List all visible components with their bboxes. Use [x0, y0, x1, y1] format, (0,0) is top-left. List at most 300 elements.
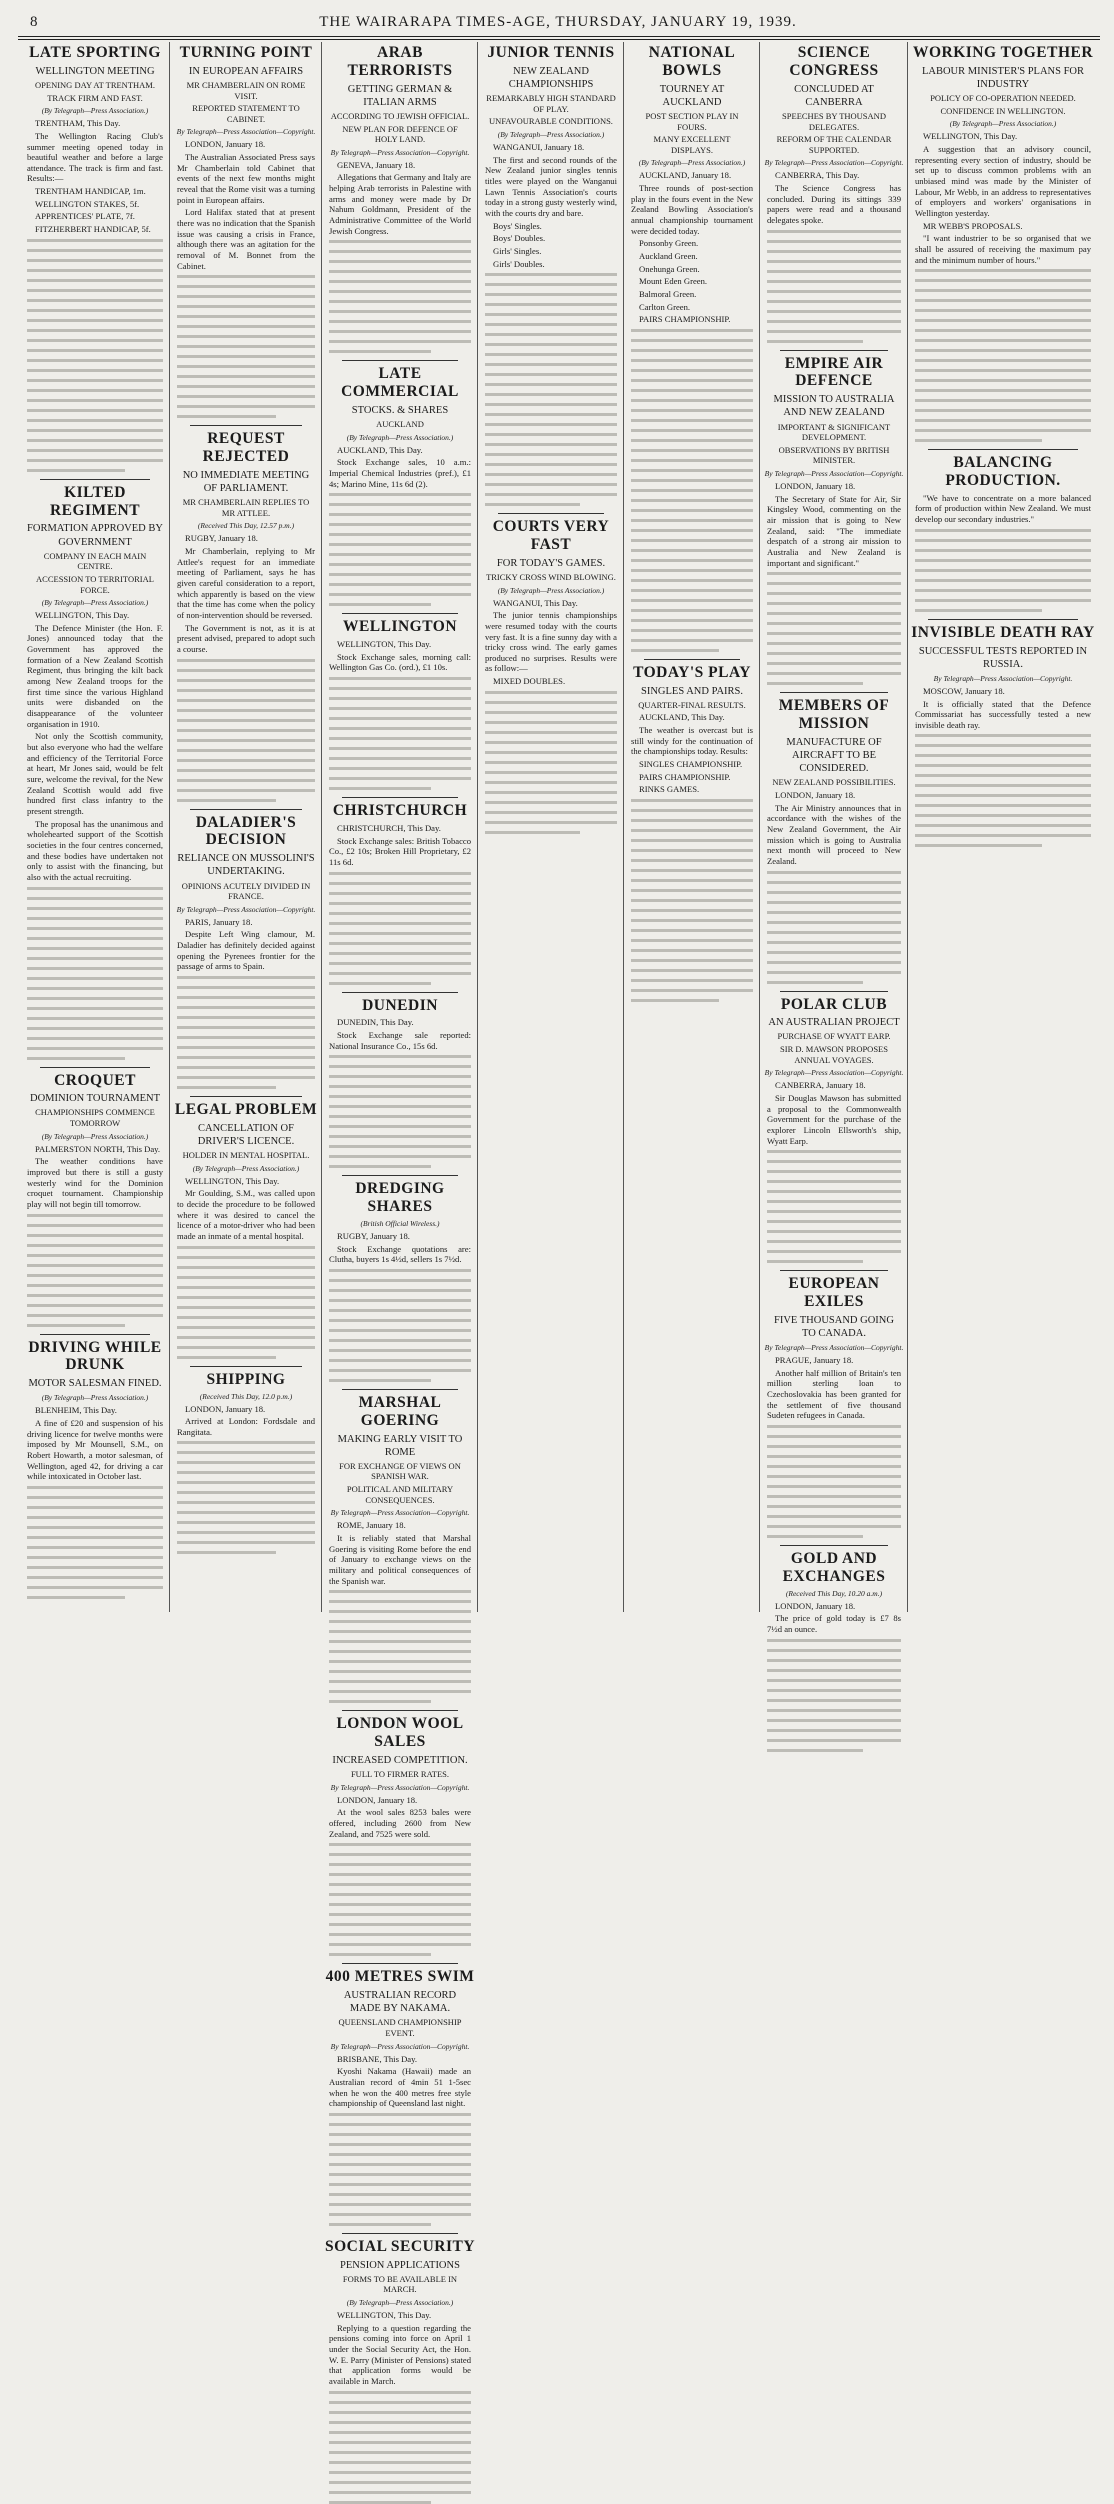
subheadline: PURCHASE OF WYATT EARP.: [777, 1031, 891, 1042]
body-text: CHRISTCHURCH, This Day.: [337, 822, 441, 833]
body-text: TRENTHAM HANDICAP, 1m.: [35, 186, 146, 197]
article-divider: [342, 1389, 458, 1390]
body-text: Balmoral Green.: [639, 288, 697, 299]
headline: TURNING POINT: [179, 44, 313, 61]
headline: GOLD AND EXCHANGES: [782, 1550, 886, 1585]
article-divider: [498, 513, 604, 514]
headline: DREDGING SHARES: [355, 1180, 445, 1216]
body-text: Carlton Green.: [639, 301, 691, 312]
subheadline: MR CHAMBERLAIN ON ROME VISIT.: [186, 79, 306, 101]
column: [22, 42, 168, 1612]
article: [324, 1389, 476, 1703]
column-rule: [477, 42, 478, 1612]
article-divider: [40, 1334, 150, 1335]
body-text: A suggestion that an advisory council, representing every section of industry, should be set up to discuss common problems with an unbiased mind was made by the Minister of Labour, Mr Webb, in an address to representatives of employers and workers' organisations in Wellington yesterday.: [915, 143, 1091, 218]
column-rule: [169, 42, 170, 1612]
body-text: The Science Congress has concluded. During its sittings 339 papers were read and a thousand delegates spoke.: [767, 183, 901, 225]
subheadline: WELLINGTON MEETING: [35, 65, 155, 77]
article-divider: [928, 619, 1078, 620]
article-divider: [780, 350, 888, 351]
body-text: SINGLES CHAMPIONSHIP.: [639, 759, 743, 770]
column: [626, 42, 758, 1612]
body-text: WELLINGTON, This Day.: [337, 2310, 432, 2321]
subheadline: REPORTED STATEMENT TO CABINET.: [192, 103, 300, 124]
wire-credit: (By Telegraph—Press Association.): [192, 1163, 300, 1173]
body-text: The price of gold today is £7 8s 7½d an ounce.: [767, 1613, 901, 1634]
body-text: GENEVA, January 18.: [337, 159, 416, 170]
wire-credit: By Telegraph—Press Association—Copyright.: [176, 127, 316, 137]
article: [910, 449, 1096, 612]
body-text: The Secretary of State for Air, Sir Kingsley Wood, commenting on the air mission that is going to New Zealand, said: "The immediate despatch of a strong air mission to Australia and New Zealand is important and significant.": [767, 493, 901, 568]
body-text: Ponsonby Green.: [639, 238, 699, 249]
body-text: LONDON, January 18.: [337, 1794, 418, 1805]
wire-credit: (By Telegraph—Press Association.): [497, 129, 605, 139]
subheadline: FULL TO FIRMER RATES.: [350, 1769, 450, 1779]
article-divider: [342, 1710, 458, 1711]
article-divider: [190, 809, 302, 810]
body-text: Allegations that Germany and Italy are helping Arab terrorists in Palestine with arms and money were made by Dr Nahum Goldmann, President of the Administrative Committee of the World Jewish Congress.: [329, 172, 471, 236]
article: [172, 44, 320, 418]
subheadline: PENSION APPLICATIONS: [340, 2259, 460, 2271]
body-text: WELLINGTON, This Day.: [185, 1175, 280, 1186]
article: [910, 619, 1096, 848]
article: [324, 2233, 476, 2504]
subheadline: CANCELLATION OF DRIVER'S LICENCE.: [197, 1122, 295, 1147]
headline: SCIENCE CONGRESS: [789, 44, 879, 79]
headline: MARSHAL GOERING: [358, 1393, 442, 1429]
headline: INVISIBLE DEATH RAY: [911, 623, 1095, 641]
subheadline: RELIANCE ON MUSSOLINI'S UNDERTAKING.: [177, 853, 315, 878]
body-text: LONDON, January 18.: [775, 481, 856, 492]
article-text-block: [329, 677, 471, 790]
body-text: LONDON, January 18.: [775, 789, 856, 800]
wire-credit: By Telegraph—Press Association—Copyright.: [764, 1068, 904, 1078]
headline: LATE COMMERCIAL: [341, 365, 459, 401]
headline: LATE SPORTING: [29, 44, 161, 61]
body-text: Stock Exchange quotations are: Clutha, buyers 1s 4½d, sellers 1s 7½d.: [329, 1243, 471, 1265]
subheadline: GETTING GERMAN & ITALIAN ARMS: [347, 83, 453, 108]
subheadline: UNFAVOURABLE CONDITIONS.: [489, 116, 613, 127]
headline: BALANCING PRODUCTION.: [945, 454, 1061, 489]
subheadline: IN EUROPEAN AFFAIRS: [188, 65, 304, 77]
headline: LEGAL PROBLEM: [174, 1101, 318, 1119]
body-text: PALMERSTON NORTH, This Day.: [35, 1143, 161, 1154]
headline: 400 METRES SWIM: [325, 1968, 475, 1986]
article-divider: [190, 1096, 302, 1097]
body-text: WANGANUI, This Day.: [493, 597, 578, 608]
article: [324, 797, 476, 984]
body-text: AUCKLAND, This Day.: [639, 712, 725, 723]
body-text: MR WEBB'S PROPOSALS.: [923, 220, 1023, 231]
article-text-block: [767, 230, 901, 343]
body-text: AUCKLAND, This Day.: [337, 444, 423, 455]
article-divider: [644, 659, 740, 660]
body-text: The Defence Minister (the Hon. F. Jones) announced today that the Government has approved the formation of a New Zealand Scottish Regiment, thus bringing the kilt back among New Zealand troops for the first time since the various Highland units were disbanded on the disappearance of the volunteer organisation in 1910.: [27, 622, 163, 729]
article: [22, 1067, 168, 1327]
article-divider: [780, 692, 888, 693]
subheadline: QUARTER-FINAL RESULTS.: [638, 699, 746, 710]
headline: DALADIER'S DECISION: [195, 813, 297, 849]
headline: CHRISTCHURCH: [332, 802, 468, 820]
wire-credit: (By Telegraph—Press Association.): [41, 598, 149, 608]
subheadline: AUSTRALIAN RECORD MADE BY NAKAMA.: [343, 1990, 457, 2015]
article-text-block: [329, 240, 471, 353]
headline: WORKING TOGETHER: [912, 44, 1094, 61]
wire-credit: By Telegraph—Press Association—Copyright.: [764, 469, 904, 479]
article: [324, 1963, 476, 2226]
article: [172, 1366, 320, 1555]
body-text: Mr Chamberlain, replying to Mr Attlee's request for an immediate meeting of Parliament, says he has given careful consideration to a report, which apparently is based on the view that the time has come when the policy of non-intervention should be reversed.: [177, 546, 315, 621]
headline: KILTED REGIMENT: [49, 483, 141, 519]
article: [324, 992, 476, 1169]
body-text: LONDON, January 18.: [185, 1403, 266, 1414]
headline: JUNIOR TENNIS: [487, 44, 615, 61]
column-rule: [623, 42, 624, 1612]
headline: DRIVING WHILE DRUNK: [28, 1338, 162, 1374]
wire-credit: By Telegraph—Press Association—Copyright.: [330, 1508, 470, 1518]
article-divider: [342, 797, 458, 798]
body-text: Stock Exchange sales: British Tobacco Co., £2 10s; Broken Hill Proprietary, £2 11s 6d.: [329, 835, 471, 867]
article-text-block: [27, 1214, 163, 1327]
body-text: Auckland Green.: [639, 250, 698, 261]
wire-credit: (Received This Day, 10.20 a.m.): [785, 1588, 883, 1598]
subheadline: AUCKLAND: [376, 419, 424, 430]
article-text-block: [915, 734, 1091, 847]
body-text: The Wellington Racing Club's summer meeting opened today in beautiful weather and before a large attendance. The track is firm and fast. Results:—: [27, 130, 163, 184]
subheadline: ACCESSION TO TERRITORIAL FORCE.: [36, 573, 154, 595]
wire-credit: (By Telegraph—Press Association.): [41, 106, 149, 116]
body-text: The weather is overcast but is still windy for the continuation of the championships today. Results:: [631, 725, 753, 757]
body-text: AUCKLAND, January 18.: [639, 170, 732, 181]
body-text: LONDON, January 18.: [185, 139, 266, 150]
article: [762, 44, 906, 343]
subheadline: SPEECHES BY THOUSAND DELEGATES.: [782, 110, 886, 132]
headline: REQUEST REJECTED: [202, 430, 290, 466]
article-text-block: [329, 1055, 471, 1168]
article: [626, 659, 758, 1002]
article-text-block: [177, 1441, 315, 1554]
article-divider: [342, 1963, 458, 1964]
wire-credit: (By Telegraph—Press Association.): [346, 2298, 454, 2308]
article: [480, 513, 622, 834]
article-text-block: [177, 976, 315, 1089]
body-text: RUGBY, January 18.: [185, 533, 258, 544]
subheadline: REFORM OF THE CALENDAR SUPPORTED.: [776, 134, 892, 155]
article-text-block: [27, 887, 163, 1060]
subheadline: NEW ZEALAND CHAMPIONSHIPS: [508, 65, 594, 90]
body-text: It is reliably stated that Marshal Goering is visiting Rome before the end of January to exchange views on the military and political consequences of the Spanish war.: [329, 1532, 471, 1586]
subheadline: OPENING DAY AT TRENTHAM.: [35, 79, 155, 90]
body-text: Kyoshi Nakama (Hawaii) made an Australian record of 4min 51 1-5sec when he won the 400 metres free style championship of Queensland last night.: [329, 2066, 471, 2109]
subheadline: SUCCESSFUL TESTS REPORTED IN RUSSIA.: [918, 645, 1088, 670]
subheadline: TOURNEY AT AUCKLAND: [659, 83, 725, 108]
body-text: WELLINGTON, This Day.: [923, 131, 1018, 142]
article-divider: [780, 1270, 888, 1271]
article: [910, 44, 1096, 442]
subheadline: FOR TODAY'S GAMES.: [496, 557, 606, 569]
body-text: FITZHERBERT HANDICAP, 5f.: [35, 224, 151, 235]
headline: TODAY'S PLAY: [633, 663, 751, 681]
body-text: "We have to concentrate on a more balanced form of production within New Zealand. We must develop our secondary industries.": [915, 492, 1091, 525]
article-divider: [190, 1366, 302, 1367]
body-text: DUNEDIN, This Day.: [337, 1017, 414, 1028]
subheadline: MISSION TO AUSTRALIA AND NEW ZEALAND: [773, 394, 895, 419]
body-text: LONDON, January 18.: [775, 1600, 856, 1611]
headline: EUROPEAN EXILES: [788, 1275, 880, 1311]
headline: NATIONAL BOWLS: [648, 44, 736, 79]
article-text-block: [329, 872, 471, 985]
subheadline: MOTOR SALESMAN FINED.: [28, 1378, 162, 1390]
wire-credit: (By Telegraph—Press Association.): [497, 585, 605, 595]
body-text: MOSCOW, January 18.: [923, 685, 1005, 696]
body-text: The proposal has the unanimous and wholehearted support of the Scottish societies in the four centres concerned, and these bodies have undertaken not only to assist with the financing, but also with the actual recruiting.: [27, 818, 163, 882]
subheadline: INCREASED COMPETITION.: [332, 1754, 468, 1766]
wire-credit: (By Telegraph—Press Association.): [346, 432, 454, 442]
article-text-block: [767, 1639, 901, 1752]
article-text-block: [485, 691, 617, 834]
subheadline: NO IMMEDIATE MEETING OF PARLIAMENT.: [182, 469, 310, 495]
article-divider: [342, 2233, 458, 2234]
article: [762, 350, 906, 686]
subheadline: SIR D. MAWSON PROPOSES ANNUAL VOYAGES.: [780, 1044, 888, 1065]
body-text: Girls' Doubles.: [493, 258, 545, 269]
article-divider: [342, 360, 458, 361]
body-text: A fine of £20 and suspension of his driving licence for twelve months were imposed by Mr Mounsell, S.M., on Robert Howarth, a motor salesman, of Wellington, aged 42, for driving a car while intoxicated in October last.: [27, 1418, 163, 1482]
article-divider: [40, 1067, 150, 1068]
article: [22, 44, 168, 472]
wire-credit: (By Telegraph—Press Association.): [638, 158, 746, 168]
subheadline: OBSERVATIONS BY BRITISH MINISTER.: [778, 444, 890, 466]
article-divider: [342, 992, 458, 993]
article-divider: [780, 1545, 888, 1546]
wire-credit: By Telegraph—Press Association—Copyright.: [176, 904, 316, 914]
article: [762, 1545, 906, 1752]
subheadline: OPINIONS ACUTELY DIVIDED IN FRANCE.: [181, 880, 311, 902]
column: [910, 42, 1096, 1612]
article-text-block: [329, 2391, 471, 2504]
column: [172, 42, 320, 1612]
body-text: Onehunga Green.: [639, 263, 700, 274]
subheadline: CONCLUDED AT CANBERRA: [794, 83, 874, 108]
body-text: Another half million of Britain's ten million sterling loan to Czechoslovakia has been granted for the settlement of five thousand Sudeten refugees in Canada.: [767, 1367, 901, 1421]
wire-credit: (British Official Wireless.): [360, 1218, 440, 1228]
article-divider: [40, 479, 150, 480]
subheadline: AN AUSTRALIAN PROJECT: [768, 1017, 900, 1029]
body-text: RINKS GAMES.: [639, 784, 700, 795]
masthead-title: THE WAIRARAPA TIMES-AGE, THURSDAY, JANUARY 19, 1939.: [319, 14, 797, 30]
body-text: WELLINGTON, This Day.: [35, 610, 130, 621]
headline: LONDON WOOL SALES: [336, 1715, 464, 1751]
subheadline: LABOUR MINISTER'S PLANS FOR INDUSTRY: [921, 65, 1085, 90]
subheadline: MR CHAMBERLAIN REPLIES TO MR ATTLEE.: [182, 497, 310, 518]
subheadline: TRACK FIRM AND FAST.: [47, 92, 143, 103]
body-text: The first and second rounds of the New Zealand junior singles tennis titles were played on the Wanganui Lawn Tennis Association's courts today in a strong gusty westerly wind, with the courts dry and bare.: [485, 154, 617, 218]
headline: COURTS VERY FAST: [492, 518, 610, 553]
subheadline: COMPANY IN EACH MAIN CENTRE.: [43, 550, 147, 572]
body-text: BLENHEIM, This Day.: [35, 1405, 117, 1416]
article: [172, 809, 320, 1089]
body-text: Girls' Singles.: [493, 245, 542, 256]
wire-credit: By Telegraph—Press Association—Copyright.: [764, 1343, 904, 1353]
article-text-block: [631, 799, 753, 1002]
body-text: Not only the Scottish community, but also everyone who had the welfare and efficiency of the Territorial Force at heart, Mr Jones said, would be felt sure, welcome the revival, for the New Zealand Scottish would add five hundred first class infantry to the present strength.: [27, 731, 163, 816]
subheadline: POST SECTION PLAY IN FOURS.: [645, 110, 739, 132]
article-text-block: [177, 1246, 315, 1359]
article-text-block: [27, 1486, 163, 1599]
article: [324, 44, 476, 353]
subheadline: POLICY OF CO-OPERATION NEEDED.: [930, 93, 1076, 104]
subheadline: QUEENSLAND CHAMPIONSHIP EVENT.: [338, 2017, 462, 2038]
article-text-block: [329, 1843, 471, 1956]
subheadline: STOCKS. & SHARES: [351, 404, 449, 416]
subheadline: TRICKY CROSS WIND BLOWING.: [486, 571, 616, 582]
column: [480, 42, 622, 1612]
article: [626, 44, 758, 652]
article: [172, 1096, 320, 1359]
subheadline: SINGLES AND PAIRS.: [640, 685, 743, 697]
column-rule: [907, 42, 908, 1612]
body-text: The Australian Associated Press says Mr Chamberlain told Cabinet that events of the next few months might reveal that the Rome visit was a turning point in European affairs.: [177, 152, 315, 205]
body-text: Mount Eden Green.: [639, 276, 708, 287]
article-divider: [190, 425, 302, 426]
subheadline: REMARKABLY HIGH STANDARD OF PLAY.: [486, 93, 616, 114]
article-text-block: [767, 1425, 901, 1538]
column-rule: [759, 42, 760, 1612]
article: [22, 479, 168, 1060]
wire-credit: By Telegraph—Press Association—Copyright.: [330, 2041, 470, 2051]
body-text: At the wool sales 8253 bales were offered, including 2600 from New Zealand, and 7525 were sold.: [329, 1807, 471, 1839]
article: [324, 613, 476, 790]
body-text: CANBERRA, This Day.: [775, 170, 860, 181]
article-text-block: [329, 1269, 471, 1382]
headline: EMPIRE AIR DEFENCE: [784, 354, 884, 390]
article: [324, 1175, 476, 1382]
headline: WELLINGTON: [342, 618, 458, 636]
article-text-block: [915, 269, 1091, 442]
column: [324, 42, 476, 2386]
masthead: [18, 14, 1098, 36]
body-text: MIXED DOUBLES.: [493, 676, 566, 687]
wire-credit: (By Telegraph—Press Association.): [41, 1393, 149, 1403]
subheadline: NEW ZEALAND POSSIBILITIES.: [772, 777, 896, 788]
wire-credit: (Received This Day, 12.0 p.m.): [199, 1391, 293, 1401]
article-text-block: [915, 529, 1091, 612]
article: [324, 360, 476, 606]
subheadline: IMPORTANT & SIGNIFICANT DEVELOPMENT.: [777, 421, 891, 443]
article-text-block: [329, 1590, 471, 1703]
body-text: Replying to a question regarding the pensions coming into force on April 1 under the Social Security Act, the Hon. W. E. Parry (Minister of Pensions) stated that application forms would be available in March.: [329, 2322, 471, 2386]
body-text: PRAGUE, January 18.: [775, 1355, 854, 1366]
article-text-block: [177, 275, 315, 418]
wire-credit: (By Telegraph—Press Association.): [41, 1131, 149, 1141]
article-text-block: [27, 239, 163, 472]
subheadline: FOR EXCHANGE OF VIEWS ON SPANISH WAR.: [339, 1460, 461, 1482]
headline: MEMBERS OF MISSION: [778, 697, 890, 733]
masthead-rule-double: [18, 39, 1100, 40]
body-text: BRISBANE, This Day.: [337, 2053, 417, 2064]
body-text: WELLINGTON, This Day.: [337, 639, 432, 650]
article: [762, 991, 906, 1264]
article: [480, 44, 622, 506]
page-number: 8: [30, 14, 39, 30]
body-text: Arrived at London: Fordsdale and Rangitata.: [177, 1416, 315, 1437]
article-divider: [342, 1175, 458, 1176]
wire-credit: By Telegraph—Press Association—Copyright.: [330, 147, 470, 157]
subheadline: POLITICAL AND MILITARY CONSEQUENCES.: [346, 1484, 454, 1505]
subheadline: CONFIDENCE IN WELLINGTON.: [940, 105, 1066, 116]
body-text: Three rounds of post-section play in the fours event in the New Zealand Bowling Association's annual championship tournament were decided today.: [631, 183, 753, 236]
body-text: Sir Douglas Mawson has submitted a proposal to the Commonwealth Government for the purchase of the explorer Lincoln Ellsworth's ship, Wyatt Earp.: [767, 1092, 901, 1146]
body-text: The Air Ministry announces that in accordance with the wishes of the New Zealand Government, the Air mission which is going to Australia next month will proceed to New Zealand.: [767, 802, 901, 866]
subheadline: HOLDER IN MENTAL HOSPITAL.: [182, 1150, 310, 1161]
article: [22, 1334, 168, 1599]
article: [324, 1710, 476, 1956]
body-text: The weather conditions have improved but there is still a gusty westerly wind for the Dominion croquet tournament. Championship play will not begin till tomorrow.: [27, 1156, 163, 1209]
subheadline: FORMATION APPROVED BY GOVERNMENT: [27, 523, 163, 548]
article-text-block: [177, 659, 315, 802]
subheadline: DOMINION TOURNAMENT: [30, 1093, 160, 1105]
body-text: PAIRS CHAMPIONSHIP.: [639, 314, 731, 325]
wire-credit: By Telegraph—Press Association—Copyright.: [330, 1782, 470, 1792]
body-text: Despite Left Wing clamour, M. Daladier has definitely decided against opening the Pyrenees frontier for the passage of arms to Spain.: [177, 929, 315, 972]
subheadline: MANY EXCELLENT DISPLAYS.: [653, 134, 731, 155]
article: [762, 692, 906, 983]
body-text: Boys' Doubles.: [493, 233, 546, 244]
article-text-block: [485, 273, 617, 506]
article: [172, 425, 320, 801]
body-text: PARIS, January 18.: [185, 916, 253, 927]
headline: DUNEDIN: [362, 996, 438, 1014]
body-text: TRENTHAM, This Day.: [35, 118, 121, 129]
wire-credit: (By Telegraph—Press Association.): [949, 119, 1057, 129]
body-text: APPRENTICES' PLATE, 7f.: [35, 211, 135, 222]
masthead-rule: [18, 36, 1100, 37]
article-text-block: [767, 1150, 901, 1263]
body-text: PAIRS CHAMPIONSHIP.: [639, 771, 731, 782]
wire-credit: By Telegraph—Press Association—Copyright.: [764, 158, 904, 168]
article-text-block: [767, 871, 901, 984]
subheadline: FORMS TO BE AVAILABLE IN MARCH.: [342, 2273, 458, 2295]
body-text: It is officially stated that the Defence Commissariat has successfully tested a new invisible death ray.: [915, 698, 1091, 730]
subheadline: NEW PLAN FOR DEFENCE OF HOLY LAND.: [342, 123, 458, 145]
subheadline: CHAMPIONSHIPS COMMENCE TOMORROW: [35, 1107, 155, 1129]
headline: POLAR CLUB: [780, 995, 888, 1013]
body-text: The Government is not, as it is at present advised, prepared to adopt such a course.: [177, 622, 315, 654]
subheadline: MANUFACTURE OF AIRCRAFT TO BE CONSIDERED.: [786, 736, 882, 775]
article-text-block: [767, 572, 901, 685]
body-text: Mr Goulding, S.M., was called upon to decide the procedure to be followed where it was desired to cancel the licence of a motor-driver who had been made an inmate of a mental hospital.: [177, 1188, 315, 1242]
body-text: ROME, January 18.: [337, 1520, 406, 1531]
body-text: Lord Halifax stated that at present there was no indication that the Spanish issue was causing a crisis in France, although there was an agitation for the removal of M. Bonnet from the Cabinet.: [177, 207, 315, 271]
body-text: WANGANUI, January 18.: [493, 141, 585, 152]
body-text: The junior tennis championships were resumed today with the courts very fast. It is a fine sunny day with a tricky cross wind. The early games produced no surprises. Results were as follow:—: [485, 610, 617, 674]
body-text: WELLINGTON STAKES, 5f.: [35, 198, 140, 209]
subheadline: MAKING EARLY VISIT TO ROME: [337, 1433, 463, 1458]
article: [762, 1270, 906, 1538]
body-text: Stock Exchange sale reported: National Insurance Co., 15s 6d.: [329, 1030, 471, 1051]
wire-credit: By Telegraph—Press Association—Copyright.: [933, 673, 1073, 683]
headline: SOCIAL SECURITY: [324, 2237, 476, 2255]
body-text: Stock Exchange sales, morning call: Wellington Gas Co. (ord.), £1 10s.: [329, 651, 471, 673]
body-text: Stock Exchange sales, 10 a.m.: Imperial Chemical Industries (pref.), £1 4s; Marino Mine, 11s 6d (2).: [329, 457, 471, 489]
article-divider: [342, 613, 458, 614]
article-text-block: [631, 329, 753, 652]
body-text: Boys' Singles.: [493, 220, 542, 231]
article-text-block: [329, 493, 471, 606]
article-divider: [928, 449, 1078, 450]
column-rule: [321, 42, 322, 1612]
column: [762, 42, 906, 1634]
